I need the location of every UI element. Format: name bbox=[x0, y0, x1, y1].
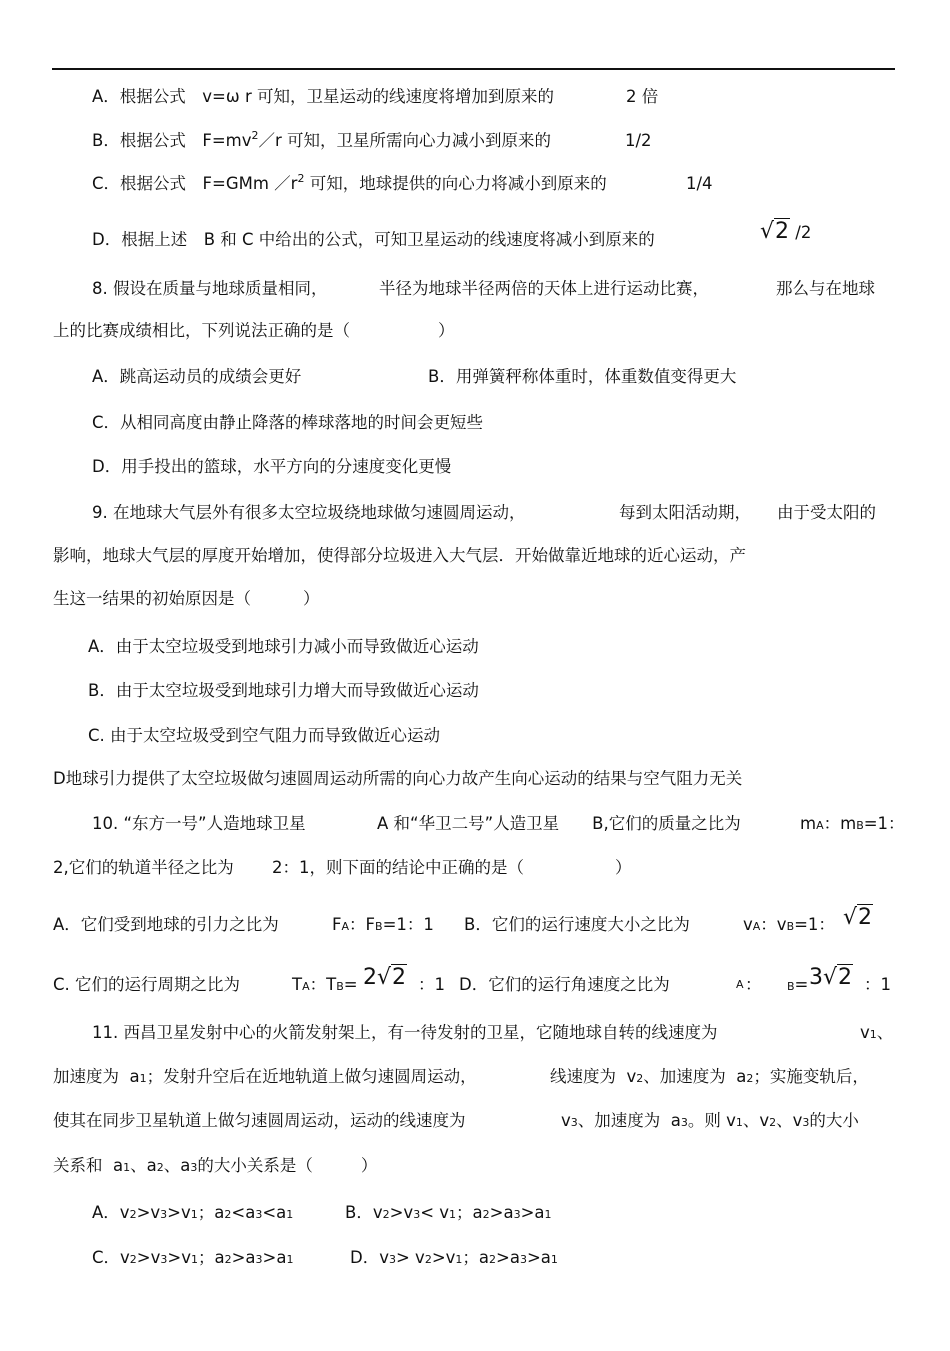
q10-stem-line1: 10. “东方一号”人造地球卫星 A 和“华卫二号”人造卫星 B,它们的质量之比为 mA：mB=1： bbox=[92, 814, 905, 833]
q11-stem-line3: 使其在同步卫星轨道上做匀速圆周运动，运动的线速度为 v3、加速度为 a3。则 v1、v2、v3的大小 bbox=[53, 1111, 859, 1130]
q11-option-d: D．v3> v2>v1；a2>a3>a1 bbox=[350, 1248, 558, 1267]
q11-option-a: A．v2>v3>v1；a2<a3<a1 bbox=[92, 1203, 294, 1222]
q9-stem-line1: 9. 在地球大气层外有很多太空垃圾绕地球做匀速圆周运动， 每到太阳活动期， 由于受太阳的 bbox=[92, 503, 876, 522]
q9-option-a: A．由于太空垃圾受到地球引力减小而导致做近心运动 bbox=[88, 637, 479, 656]
sqrt-2: √2 /2 bbox=[760, 219, 812, 244]
q8-option-d: D．用手投出的篮球，水平方向的分速度变化更慢 bbox=[92, 457, 452, 476]
q10-option-a-b: A．它们受到地球的引力之比为 FA：FB=1：1 B．它们的运行速度大小之比为 vA：vB=1： √2 bbox=[53, 905, 873, 934]
q7-option-a: A．根据公式 v=ω r 可知，卫星运动的线速度将增加到原来的 2 倍 bbox=[92, 87, 659, 106]
q8-stem-line2: 上的比赛成绩相比，下列说法正确的是（ ） bbox=[53, 321, 455, 340]
q8-option-c: C．从相同高度由静止降落的棒球落地的时间会更短些 bbox=[92, 413, 484, 432]
q10-stem-line2: 2,它们的轨道半径之比为 2：1，则下面的结论中正确的是（ ） bbox=[53, 858, 632, 877]
q7-option-b: B．根据公式 $F=mv^2/r$ 可知，卫星所需向心力减小到原来的 1/2 bbox=[92, 129, 652, 150]
q7-option-c: C．根据公式 F=GMm $/r^2$ 可知，地球提供的向心力将减小到原来的 1/4 bbox=[92, 172, 713, 193]
q8-stem-line1: 8. 假设在质量与地球质量相同， 半径为地球半径两倍的天体上进行运动比赛， 那么与在地球 bbox=[92, 279, 875, 298]
q9-stem-line3: 生这一结果的初始原因是（ ） bbox=[53, 589, 320, 608]
q9-option-d: D地球引力提供了太空垃圾做匀速圆周运动所需的向心力故产生向心运动的结果与空气阻力无关 bbox=[53, 769, 743, 788]
q8-option-a: A．跳高运动员的成绩会更好 bbox=[92, 367, 302, 386]
q9-stem-line2: 影响，地球大气层的厚度开始增加，使得部分垃圾进入大气层．开始做靠近地球的近心运动，产 bbox=[53, 546, 746, 565]
top-rule bbox=[52, 68, 895, 70]
q8-option-b: B．用弹簧秤称体重时，体重数值变得更大 bbox=[428, 367, 737, 386]
q9-option-b: B．由于太空垃圾受到地球引力增大而导致做近心运动 bbox=[88, 681, 479, 700]
q11-stem-line1: 11. 西昌卫星发射中心的火箭发射架上，有一待发射的卫星，它随地球自转的线速度为 v1、 bbox=[92, 1023, 894, 1042]
q11-stem-line2: 加速度为 a1；发射升空后在近地轨道上做匀速圆周运动， 线速度为 v2、加速度为 a2；实施变轨后， bbox=[53, 1067, 869, 1086]
q11-stem-line4: 关系和 a1、a2、a3的大小关系是（ ） bbox=[53, 1156, 378, 1175]
q10-option-c-d: C. 它们的运行周期之比为 TA：TB= 2√2 ：1 D．它们的运行角速度之比为 A ： B= 3√2 ：1 bbox=[53, 965, 891, 994]
q11-option-c: C．v2>v3>v1；a2>a3>a1 bbox=[92, 1248, 294, 1267]
q11-option-b: B．v2>v3< v1；a2>a3>a1 bbox=[345, 1203, 552, 1222]
q7-option-d: D．根据上述 B 和 C 中给出的公式，可知卫星运动的线速度将减小到原来的 √2 /2 bbox=[92, 219, 812, 249]
q9-option-c: C. 由于太空垃圾受到空气阻力而导致做近心运动 bbox=[88, 726, 441, 745]
